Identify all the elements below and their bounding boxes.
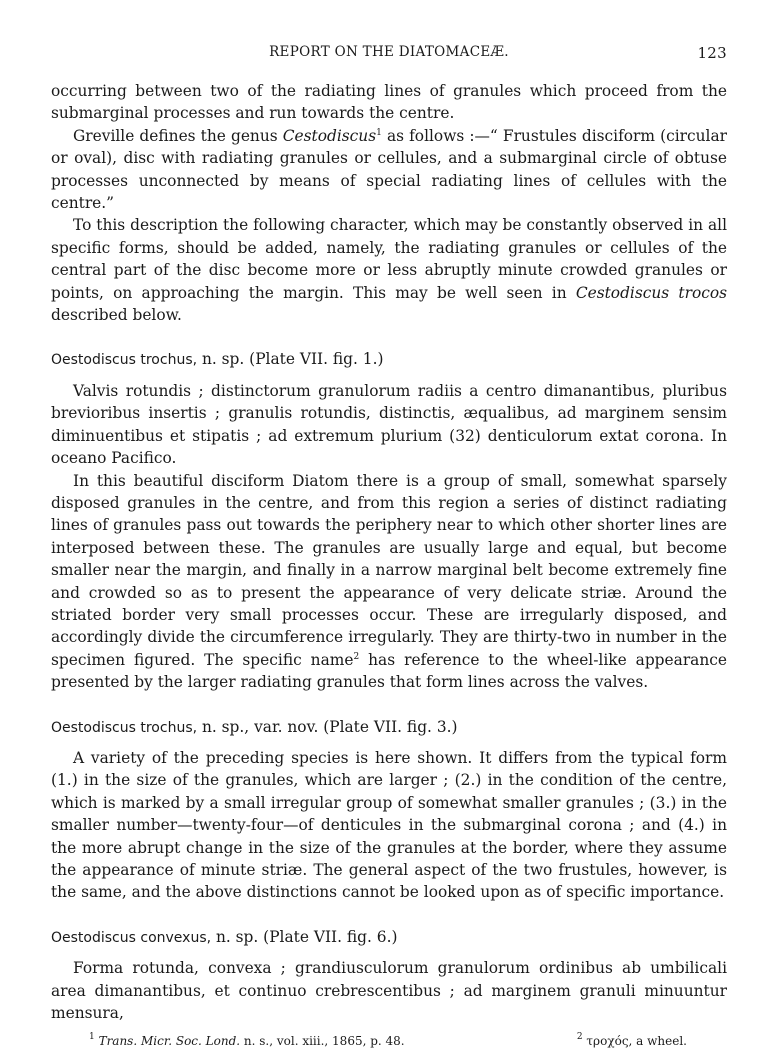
footnotes <box>51 1034 727 1052</box>
footnote-ref-2: 2 <box>353 651 360 662</box>
body-text <box>51 80 727 1024</box>
footnote-2: $^2$ τροχός, a wheel. <box>576 1032 687 1049</box>
intro-paragraph-3: To this description the following character, which may be constantly observed in all specific forms, should be added, namely, the radiating granules or cellules of the central part of the disc become more or less abruptly minute crowded granules or points, on approaching the margin. This may be well seen in Cestodiscus trocos described below. <box>51 216 727 325</box>
intro-paragraph-2: Greville defines the genus Cestodiscus$^1$ as follows :—“ Frustules disciform (circular or oval), disc with radiating granules or cellules, and a submarginal circle of obtuse processes unconnected by means of special radiating lines of cellules with the centre.” <box>51 126 727 213</box>
footnote-ref-1: 1 <box>376 127 382 138</box>
intro-paragraph-1: occurring between two of the radiating lines of granules which proceed from the submarginal processes and run towards the centre. <box>51 82 727 123</box>
section-heading-convexus: Oestodiscus convexus, n. sp. (Plate VII. fig. 6.) <box>51 927 398 946</box>
running-header <box>51 44 727 66</box>
latin-diagnosis-trochus: Valvis rotundis ; distinctorum granulorum radiis a centro dimanantibus, pluribus brevioribus insertis ; granulis rotundis, distinctis, æqualibus, ad marginem sensim diminuentibus et stipatis ; ad extremum plurium (32) denticulorum extat corona. In oceano Pacifico. <box>51 381 727 468</box>
section-heading-trochus: Oestodiscus trochus, n. sp. (Plate VII. fig. 1.) <box>51 350 384 369</box>
section-heading-trochus-var: Oestodiscus trochus, n. sp., var. nov. (Plate VII. fig. 3.) <box>51 717 458 736</box>
description-trochus-var: A variety of the preceding species is here shown. It differs from the typical form (1.) in the size of the granules, which are larger ; (2.) in the condition of the centre, which is marked by a small irregular group of somewhat smaller granules ; (3.) in the smaller number—twenty-four—of denticules in the submarginal corona ; and (4.) in the more abrupt change in the size of the granules at the border, where they assume the appearance of minute striæ. The general aspect of the two frustules, however, is the same, and the above distinctions cannot be looked upon as of specific importance. <box>51 748 727 902</box>
footnote-1: $^1$ Trans. Micr. Soc. Lond. n. s., vol. xiii., 1865, p. 48. <box>89 1032 405 1049</box>
species-name: Cestodiscus trocos <box>575 283 727 302</box>
running-title: REPORT ON THE DIATOMACEÆ. <box>269 44 509 60</box>
page <box>51 44 727 1052</box>
page-number: 123 <box>697 44 727 62</box>
latin-diagnosis-convexus: Forma rotunda, convexa ; grandiusculorum granulorum ordinibus ab umbilicali area dimanantibus, et continuo crebrescentibus ; ad marginem granuli minuuntur mensura, <box>51 959 727 1023</box>
description-trochus: In this beautiful disciform Diatom there is a group of small, somewhat sparsely disposed granules in the centre, and from this region a series of distinct radiating lines of granules pass out towards the periphery near to which other shorter lines are interposed between these. The granules are usually large and equal, but become smaller near the margin, and finally in a narrow marginal belt become extremely fine and crowded so as to present the appearance of very delicate striæ. Around the striated border very small processes occur. These are irregularly disposed, and accordingly divide the circumference irregularly. They are thirty-two in number in the specimen figured. The specific name$^2$ has reference to the wheel-like appearance presented by the larger radiating granules that form lines across the valves. <box>51 471 727 692</box>
genus-name: Cestodiscus <box>282 126 377 145</box>
